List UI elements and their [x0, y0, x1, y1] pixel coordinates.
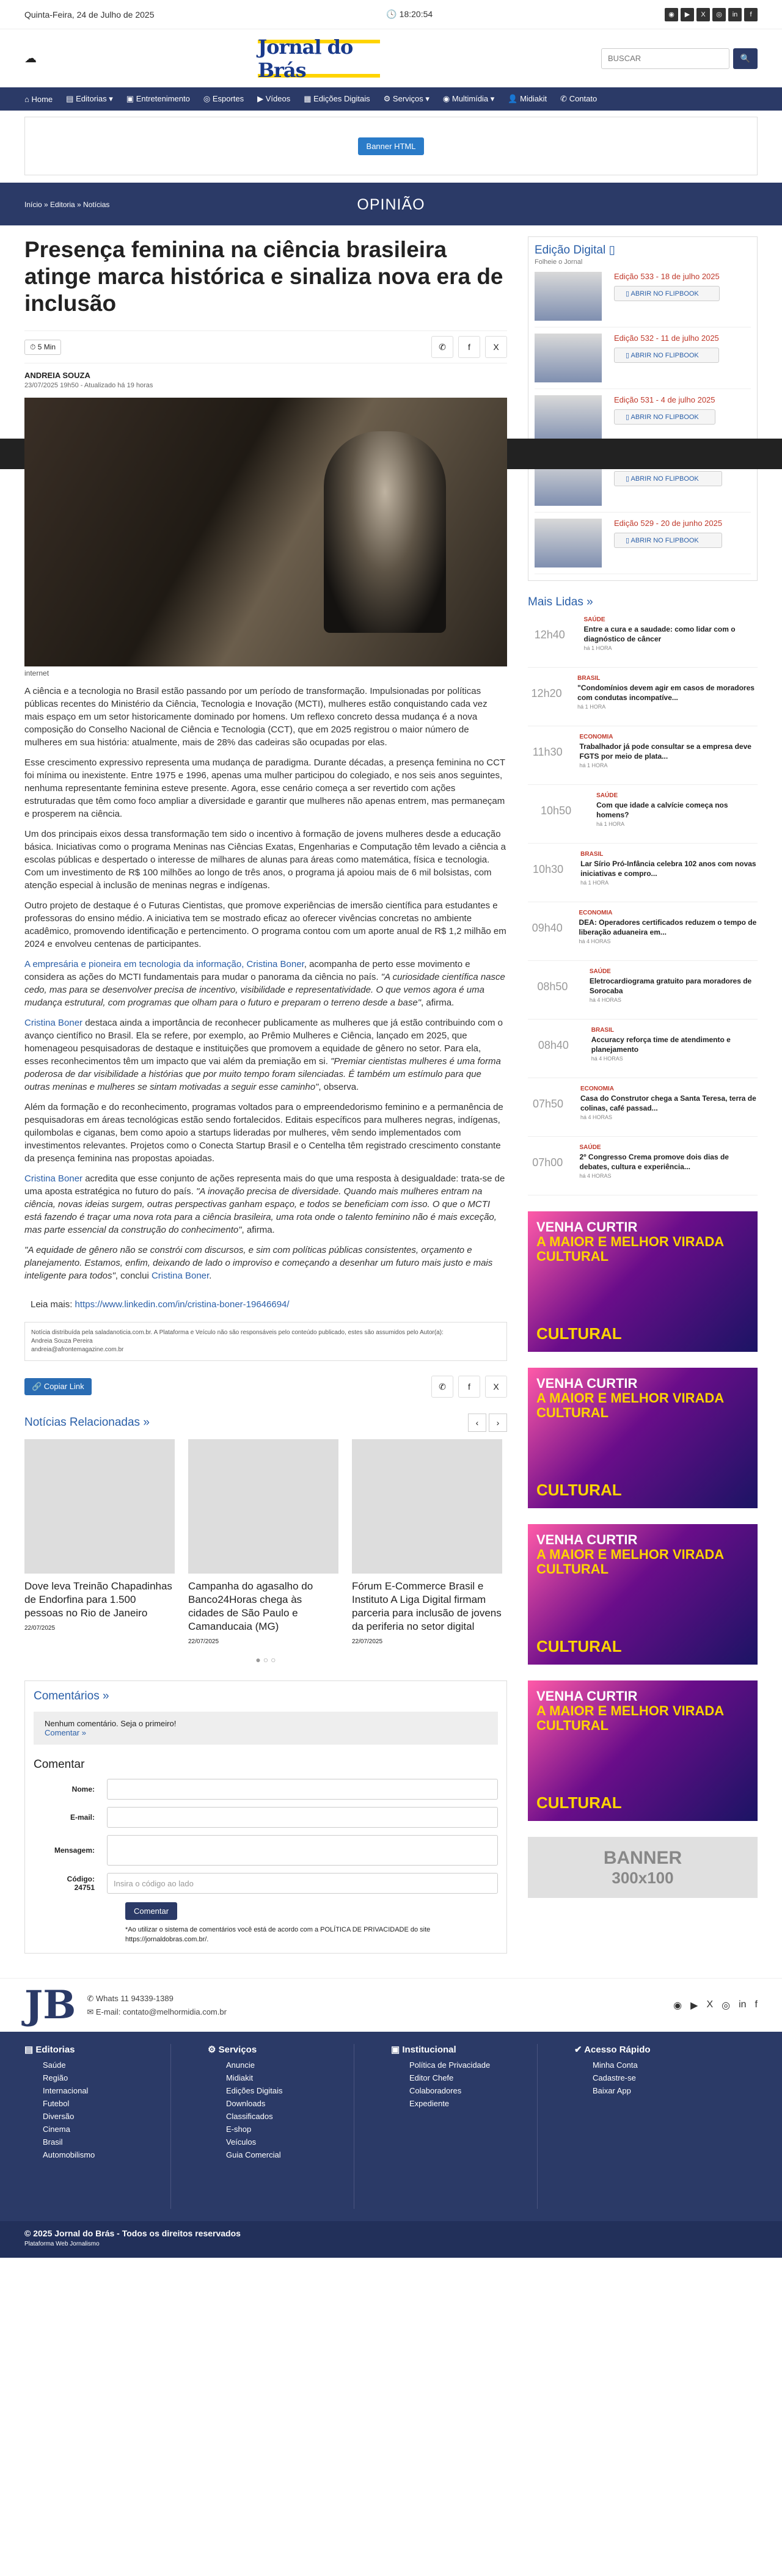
paragraph: Cristina Boner destaca ainda a importância de reconhecer publicamente as mulheres que já estão contribuindo com o avanço científico no Brasil. Ela se refere, por exemplo, ao Prêmio Mulheres e Ciência, lançado em 2025, que homenageou pesquisadoras de destaque e instituições que promovem a equidade de gênero no setor. Para ela, esses reconhecimentos têm um impacto que vai além da premiação em si. "Premiar cientistas mulheres é uma forma poderosa de dar visibilidade a histórias que por muito tempo foram silenciadas. É também um estímulo para que outras meninas e mulheres se sintam motivadas a seguir esse caminho", observa.	[24, 1018, 503, 1092]
edition-thumb	[535, 272, 602, 321]
article-body	[24, 685, 507, 1311]
edition-item[interactable]: Edição 529 - 20 de junho 2025 ▯ ABRIR NO FLIPBOOK	[535, 513, 751, 574]
flipbook-button[interactable]: ▯ ABRIR NO FLIPBOOK	[614, 286, 720, 301]
leia-mais: Leia mais: https://www.linkedin.com/in/cristina-boner-19646694/	[31, 1299, 290, 1310]
footer-links	[0, 2032, 782, 2221]
footer-col-servicos: ⚙ Serviços Anuncie Midiakit Edições Digitais Downloads Classificados E-shop Veículos Guia Comercial	[208, 2044, 354, 2209]
card-image	[352, 1439, 502, 1574]
x-share-icon[interactable]: X	[485, 1376, 507, 1398]
nav-servicos[interactable]: ⚙ Serviços ▾	[383, 94, 429, 103]
photo-figure	[324, 431, 446, 633]
share-buttons	[431, 336, 507, 358]
search-icon: 🔍	[740, 53, 751, 63]
edition-item[interactable]: Edição 533 - 18 de julho 2025 ▯ ABRIR NO FLIPBOOK	[535, 266, 751, 327]
most-read-item[interactable]: 08h50 SAÚDE Eletrocardiograma gratuito para moradores de Sorocaba há 4 HORAS	[528, 961, 758, 1020]
next-arrow-icon[interactable]: ›	[489, 1414, 507, 1432]
comments-box	[24, 1680, 507, 1954]
most-read-item[interactable]: 07h50 ECONOMIA Casa do Construtor chega a Santa Teresa, terra de colinas, café passad... há 4 HORAS	[528, 1078, 758, 1137]
read-time: ⏱ 5 Min	[24, 340, 61, 355]
most-read-item[interactable]: 10h30 BRASIL Lar Sírio Pró-Infância celebra 102 anos com novas iniciativas e compro... há 1 HORA	[528, 844, 758, 902]
nav-esportes[interactable]: ◎ Esportes	[203, 94, 244, 103]
related-card[interactable]: Fórum E-Commerce Brasil e Instituto A Liga Digital firmam parceria para inclusão de jovens da periferia no setor digital 22/07/2025	[352, 1439, 502, 1645]
flipbook-button[interactable]: ▯ ABRIR NO FLIPBOOK	[614, 471, 722, 486]
footer-social	[673, 1999, 758, 2012]
search-input[interactable]	[601, 48, 729, 69]
card-image	[24, 1439, 175, 1574]
cloud-icon: ☁	[24, 52, 37, 65]
footer-logo[interactable]: JB	[24, 1982, 76, 2028]
facebook-share-icon[interactable]: f	[458, 336, 480, 358]
code-field[interactable]: Insira o código ao lado	[107, 1873, 498, 1894]
most-read-item[interactable]: 07h00 SAÚDE 2º Congresso Crema promove dois dias de debates, cultura e experiência... há 4 HORAS	[528, 1137, 758, 1195]
edition-item[interactable]: Edição 532 - 11 de julho 2025 ▯ ABRIR NO FLIPBOOK	[535, 327, 751, 389]
nav-entretenimento[interactable]: ▣ Entretenimento	[126, 94, 190, 103]
source-note: Notícia distribuída pela saladanoticia.com.br. A Plataforma e Veículo não são responsáveis pelo conteúdo publicado, estes são assumidos pelo Autor(a): Andreia Souza Pereira andreia@afrontemagazine.com.br	[24, 1322, 507, 1361]
instagram-icon[interactable]: ◎	[712, 8, 726, 21]
prev-arrow-icon[interactable]: ‹	[468, 1414, 486, 1432]
flipbook-button[interactable]: ▯ ABRIR NO FLIPBOOK	[614, 533, 722, 548]
banner-300x100[interactable]: BANNER 300x100	[528, 1837, 758, 1898]
nav-editorias[interactable]: ▤ Editorias ▾	[66, 94, 113, 103]
search	[601, 48, 758, 69]
digital-edition-box: Edição Digital ▯ Folheie o Jornal Edição 533 - 18 de julho 2025 ▯ ABRIR NO FLIPBOOK Edição 532 - 11 de julho 2025 ▯ ABRIR NO FLIPBOOK Edição 531 - 4 de julho 2025 ▯ ABRIR NO FLIPBOOK ▯ ABRIR NO FLIPBOOK Edição 529 - 20 de junho 2025 ▯ ABRIR NO FLIPBOOK	[528, 236, 758, 581]
youtube-icon[interactable]: ▶	[690, 2000, 698, 2011]
most-read-item[interactable]: 09h40 ECONOMIA DEA: Operadores certificados reduzem o tempo de liberação aduaneira em... há 4 HORAS	[528, 902, 758, 961]
facebook-share-icon[interactable]: f	[458, 1376, 480, 1398]
flipbook-button[interactable]: ▯ ABRIR NO FLIPBOOK	[614, 409, 715, 425]
paragraph: A ciência e a tecnologia no Brasil estão passando por um período de transformação. Impulsionadas por políticas públicas recentes do Ministério da Ciência, Tecnologia e Inovação (MCTI), mulheres estão conquistando cada vez mais espaço em um setor historicamente dominado por homens. Um reflexo concreto dessa mudança é a nova composição do Conselho Nacional de Ciência e Tecnologia (CCT), que em 2025 registrou o maior número de mulheres em sua história: atualmente, mais de 28% das cadeiras são ocupadas por elas.	[24, 686, 488, 748]
related-card[interactable]: Campanha do agasalho do Banco24Horas chega às cidades de São Paulo e Camanducaia (MG) 22/07/2025	[188, 1439, 338, 1645]
author-link[interactable]: Cristina Boner	[24, 1173, 83, 1184]
paragraph: A empresária e pioneira em tecnologia da informação, Cristina Boner, acompanha de perto esse movimento e considera as ações do MCTI fundamentais para mudar o panorama da ciência no país. "A curiosidade científica nasce cedo, mas para se desenvolver precisa de incentivo, visibilidade e representatividade. O que vemos agora é uma mudança estrutural, com programas que olham para o futuro e preparam o terreno desde a base", afirma.	[24, 959, 505, 1008]
copy-link-button[interactable]: 🔗 Copiar Link	[24, 1378, 92, 1395]
related-card[interactable]: Dove leva Treinão Chapadinhas de Endorfina para 1.500 pessoas no Rio de Janeiro 22/07/2025	[24, 1439, 175, 1645]
name-field[interactable]	[107, 1779, 498, 1800]
whatsapp-contact[interactable]: ✆ Whats 11 94339-1389	[87, 1993, 174, 2003]
instagram-icon[interactable]: ◎	[722, 2000, 731, 2011]
linkedin-icon[interactable]: in	[728, 8, 742, 21]
main-nav	[0, 87, 782, 111]
current-date: Quinta-Feira, 24 de Julho de 2025	[24, 9, 155, 20]
ad-banner[interactable]: VENHA CURTIR A MAIOR E MELHOR VIRADA CULTURAL CULTURAL	[528, 1524, 758, 1665]
footer-col-acesso: ✔ Acesso Rápido Minha Conta Cadastre-se Baixar App	[574, 2045, 651, 2095]
paragraph: Um dos principais eixos dessa transformação tem sido o incentivo à formação de jovens mulheres desde a educação básica. Iniciativas como o programa Meninas nas Ciências Exatas, Engenharias e Computação têm levado a ciência a escolas públicas e despertado o interesse de milhares de alunas para áreas como matemática, física e tecnologia. Com um investimento de R$ 100 milhões ao longo de três anos, o programa já apoiou mais de 6 mil bolsistas, com atenção especial à inclusão de meninas negras e indígenas.	[24, 829, 506, 891]
edition-thumb	[535, 395, 602, 444]
submit-comment-button[interactable]: Comentar	[125, 1902, 177, 1920]
site-logo[interactable]: Jornal do Brás	[258, 40, 380, 78]
footer-col-institucional: ▣ Institucional Política de Privacidade Editor Chefe Colaboradores Expediente	[391, 2044, 538, 2209]
privacy-note: *Ao utilizar o sistema de comentários você está de acordo com a POLÍTICA DE PRIVACIDADE do site https://jornaldobras.com.br/.	[125, 1926, 431, 1943]
most-read-item[interactable]: 08h40 BRASIL Accuracy reforça time de atendimento e planejamento há 4 HORAS	[528, 1020, 758, 1078]
most-read-item[interactable]: 12h40 SAÚDE Entre a cura e a saudade: como lidar com o diagnóstico de câncer há 1 HORA	[528, 609, 758, 668]
top-banner	[24, 117, 758, 175]
footer-top	[0, 1978, 782, 2032]
most-read	[528, 596, 758, 1195]
copyright-bar: © 2025 Jornal do Brás - Todos os direitos reservados Plataforma Web Jornalismo	[0, 2221, 782, 2258]
no-comments: Nenhum comentário. Seja o primeiro! Comentar »	[34, 1712, 498, 1745]
article-photo	[24, 398, 507, 666]
x-share-icon[interactable]: X	[485, 336, 507, 358]
most-read-item[interactable]: 12h20 BRASIL "Condomínios devem agir em casos de moradores com condutas incompatíve... há 1 HORA	[528, 668, 758, 726]
article-title: Presença feminina na ciência brasileira atinge marca histórica e sinaliza nova era de inclusão	[24, 237, 503, 316]
author[interactable]: ANDREIA SOUZA	[24, 371, 90, 380]
nav-contato[interactable]: ✆ Contato	[560, 94, 597, 103]
most-read-title[interactable]: Mais Lidas »	[528, 596, 593, 608]
whatsapp-share-icon[interactable]: ✆	[431, 1376, 453, 1398]
edition-item[interactable]: Edição 531 - 4 de julho 2025 ▯ ABRIR NO FLIPBOOK	[535, 389, 751, 451]
section-title: OPINIÃO	[357, 196, 425, 213]
sidebar	[528, 236, 758, 1954]
most-read-item[interactable]: 11h30 ECONOMIA Trabalhador já pode consultar se a empresa deve FGTS por meio de plata... há 1 HORA	[528, 726, 758, 785]
message-field[interactable]	[107, 1835, 498, 1866]
email-field[interactable]	[107, 1807, 498, 1828]
nav-videos[interactable]: ▶ Vídeos	[257, 94, 291, 103]
linkedin-link[interactable]: https://www.linkedin.com/in/cristina-boner-19646694/	[75, 1299, 290, 1310]
paragraph: Esse crescimento expressivo representa uma mudança de paradigma. Durante décadas, a presença feminina no CCT foi mínima ou inexistente. Entre 1975 e 1996, apenas uma mulher participou do colegiado, e nos seis anos seguintes, nenhuma representante feminina esteve presente. Agora, esse cenário começa a ser revertido com ações estruturadas que têm como foco ampliar a diversidade e garantir que mulheres não apenas entrem, mas permaneçam e prosperem na ciência.	[24, 757, 505, 819]
edition-thumb	[535, 519, 602, 567]
related-title[interactable]: Notícias Relacionadas »	[24, 1416, 150, 1429]
whatsapp-share-icon[interactable]: ✆	[431, 336, 453, 358]
form-title: Comentar	[34, 1758, 85, 1771]
search-button[interactable]	[733, 48, 758, 69]
most-read-item[interactable]: 10h50 SAÚDE Com que idade a calvície começa nos homens? há 1 HORA	[528, 785, 758, 844]
nav-edicoes[interactable]: ▦ Edições Digitais	[304, 94, 370, 103]
card-image	[188, 1439, 338, 1574]
ad-banner[interactable]: VENHA CURTIR A MAIOR E MELHOR VIRADA CULTURAL CULTURAL	[528, 1368, 758, 1508]
comment-link[interactable]: Comentar »	[45, 1728, 86, 1737]
comment-form: Comentar Nome: E-mail: Mensagem: Código: 24751 Insira o código ao lado Comentar *Ao utilizar o sistema de comentários você está de acordo com a POLÍTICA DE PRIVACIDADE do site https://jornaldobras.com.br/.	[34, 1758, 498, 1944]
author-link[interactable]: Cristina Boner	[24, 1018, 83, 1028]
rss-icon[interactable]: ◉	[673, 2000, 682, 2011]
author-link[interactable]: Cristina Boner	[151, 1271, 210, 1281]
facebook-icon[interactable]: f	[755, 1999, 758, 2010]
paragraph: "A equidade de gênero não se constrói com discursos, e sim com políticas públicas consistentes, orçamento e planejamento. Estamos, enfim, deixando de lado o improviso e começando a desenhar um futuro mais justo e mais inteligente para todos", conclui Cristina Boner.	[24, 1245, 493, 1281]
social-links	[665, 8, 758, 21]
article-date: 23/07/2025 19h50 - Atualizado há 19 horas	[24, 382, 153, 389]
youtube-icon[interactable]: ▶	[681, 8, 694, 21]
footer-col-editorias: ▤ Editorias Saúde Região Internacional Futebol Diversão Cinema Brasil Automobilismo	[24, 2044, 171, 2209]
section-bar	[0, 183, 782, 225]
x-icon[interactable]: X	[696, 8, 710, 21]
paragraph: Outro projeto de destaque é o Futuras Cientistas, que promove experiências de imersão científica para estudantes e professoras do ensino médio. A iniciativa tem se mostrado eficaz ao oferecer vivências concretas no ambiente acadêmico, promovendo identificação e pertencimento. O programa contou com um aporte anual de R$ 1,2 milhão em 2024 e envolveu centenas de participantes.	[24, 900, 506, 949]
rss-icon[interactable]: ◉	[665, 8, 678, 21]
nav-home[interactable]: ⌂ Home	[24, 94, 53, 104]
facebook-icon[interactable]: f	[744, 8, 758, 21]
header	[0, 29, 782, 87]
clock: 🕓 18:20:54	[386, 9, 433, 19]
topbar	[0, 0, 782, 29]
paragraph: Cristina Boner acredita que esse conjunto de ações representa mais do que uma resposta à desigualdade: trata-se de uma aposta estratégica no futuro do país. "A inovação precisa de diversidade. Quando mais mulheres entram na ciência, novas ideias surgem, outras perspectivas ganham espaço, e todos se beneficiam com isso. O que o MCTI está fazendo é traçar uma nova rota para a ciência brasileira, uma rota onde o talento feminino não é mais exceção, mas parte essencial da construção do conhecimento", afirma.	[24, 1173, 505, 1235]
x-icon[interactable]: X	[706, 1999, 714, 2010]
ad-banner[interactable]: VENHA CURTIR A MAIOR E MELHOR VIRADA CULTURAL CULTURAL	[528, 1211, 758, 1352]
banner-html-button[interactable]: Banner HTML	[358, 137, 425, 155]
digital-edition-title: Edição Digital ▯	[535, 244, 615, 257]
breadcrumb[interactable]: Início » Editoria » Notícias	[24, 200, 110, 209]
photo-caption: internet	[24, 669, 49, 677]
article	[24, 236, 507, 1954]
nav-multimidia[interactable]: ◉ Multimídia ▾	[442, 94, 495, 103]
email-contact[interactable]: ✉ E-mail: contato@melhormidia.com.br	[87, 2007, 227, 2016]
paragraph: Além da formação e do reconhecimento, programas voltados para o empreendedorismo feminino e a permanência de pesquisadoras em áreas tecnológicas estão sendo fortalecidos. Editais específicos para mulheres negras, indígenas, quilombolas e ciganas, bem como apoio a startups lideradas por mulheres, vêm sendo implementados com investimentos relevantes. Projetos como o Conecta Startup Brasil e o Centelha têm registrado crescimento constante da presença feminina nas propostas apoiadas.	[24, 1102, 503, 1164]
comments-title: Comentários »	[34, 1690, 109, 1702]
nav-midiakit[interactable]: 👤 Midiakit	[508, 94, 547, 103]
related-carousel	[24, 1439, 507, 1645]
ad-banner[interactable]: VENHA CURTIR A MAIOR E MELHOR VIRADA CULTURAL CULTURAL	[528, 1680, 758, 1821]
carousel-dots[interactable]: ● ○ ○	[255, 1655, 276, 1665]
linkedin-icon[interactable]: in	[739, 1999, 747, 2010]
author-link[interactable]: A empresária e pioneira em tecnologia da informação, Cristina Boner	[24, 959, 304, 969]
edition-thumb	[535, 334, 602, 382]
flipbook-button[interactable]: ▯ ABRIR NO FLIPBOOK	[614, 348, 719, 363]
share-buttons-bottom	[431, 1376, 507, 1398]
